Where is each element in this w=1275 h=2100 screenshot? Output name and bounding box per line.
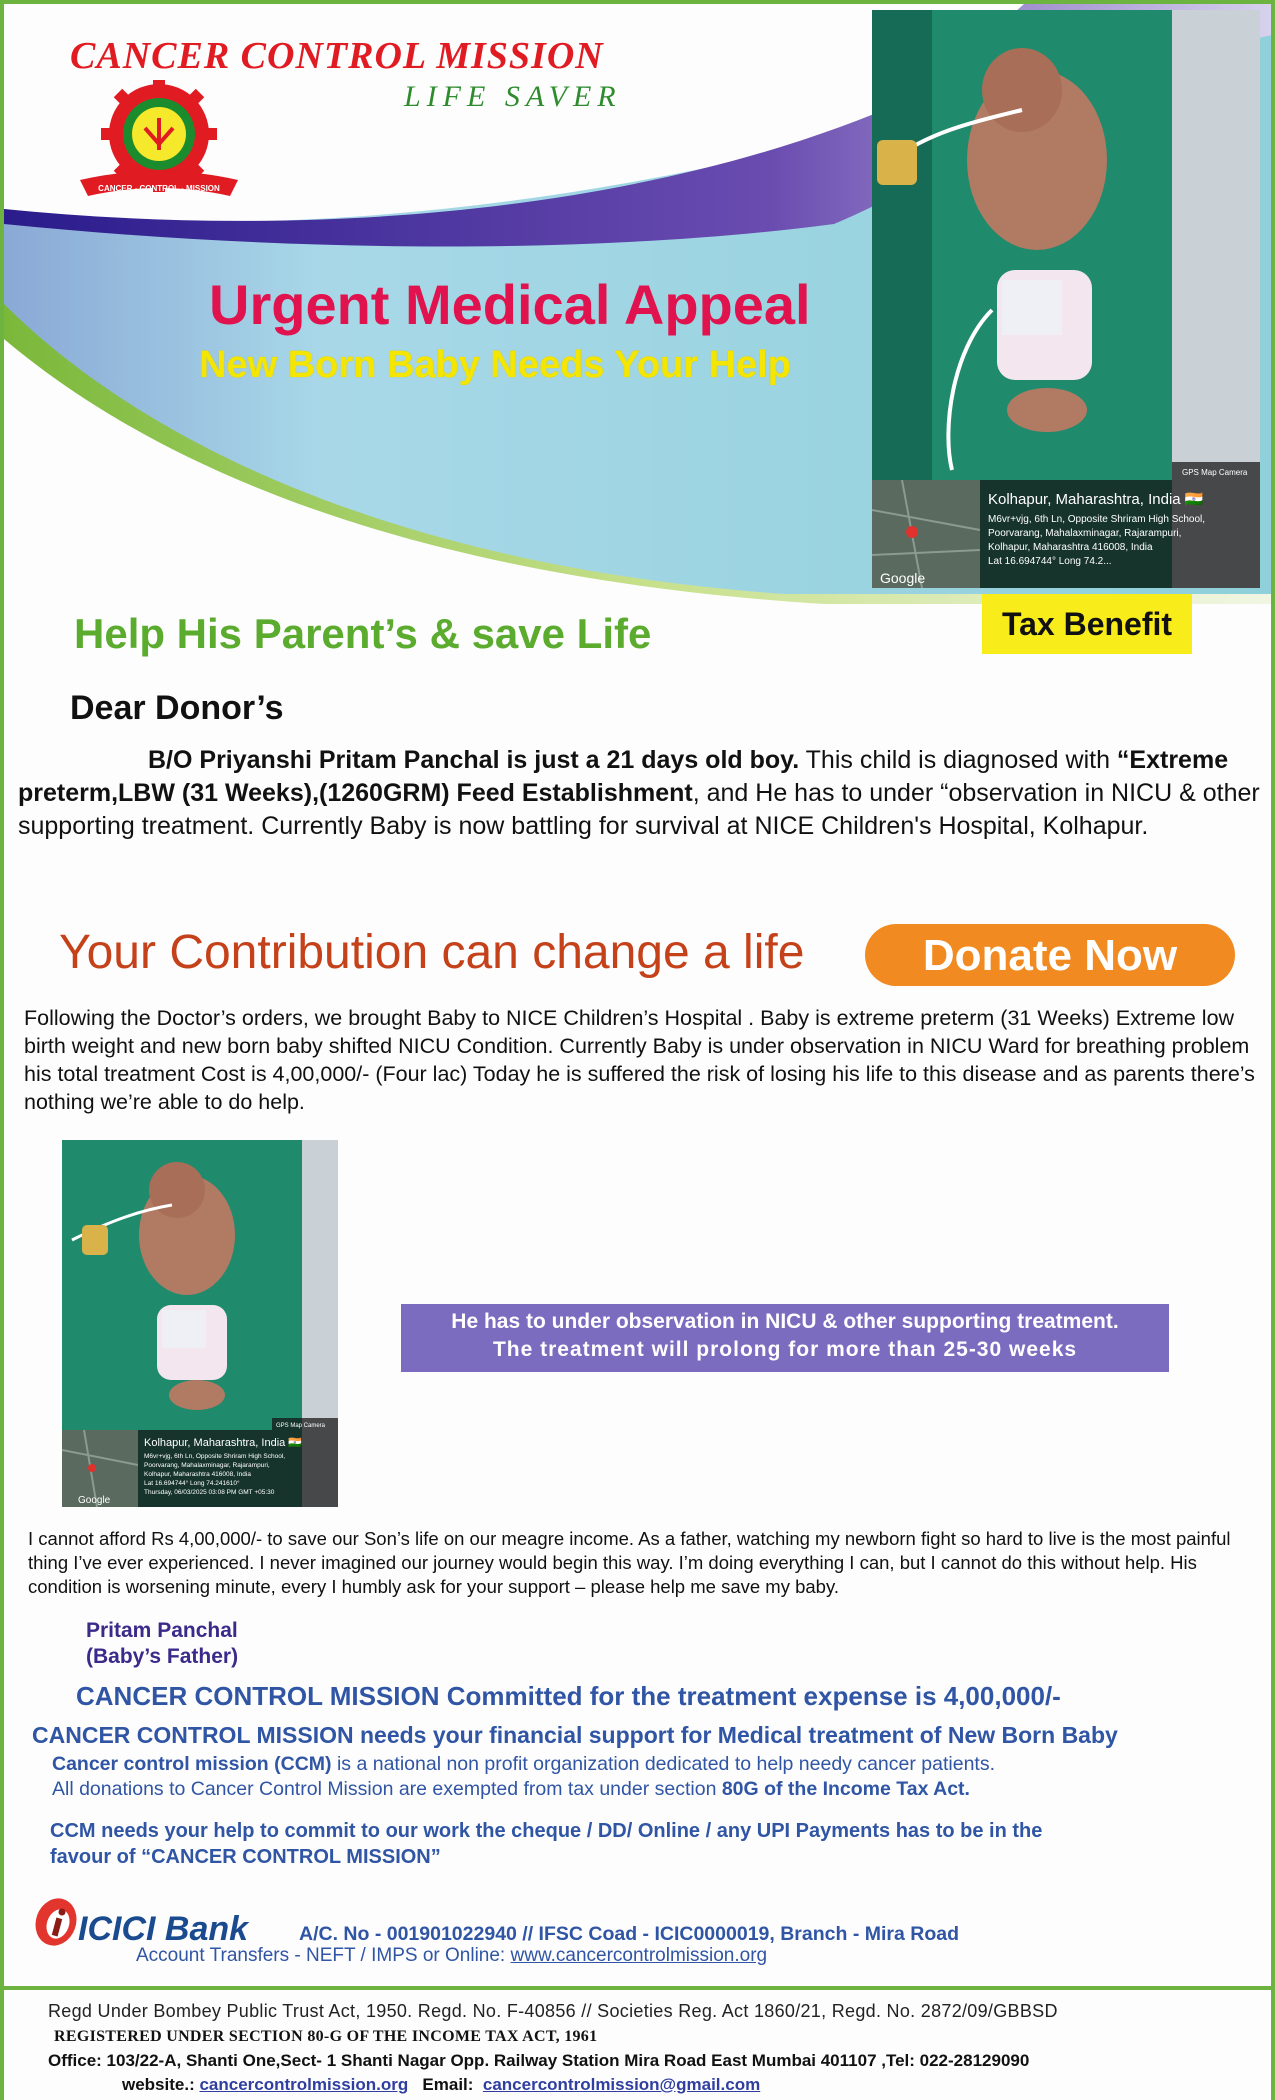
- story-paragraph: [18, 744, 1268, 843]
- ccm-about: [52, 1752, 995, 1802]
- photo-latlong: Lat 16.694744° Long 74.2...: [988, 556, 1112, 567]
- footer-email-label: Email:: [408, 2075, 483, 2094]
- org-tagline: LIFE SAVER: [404, 80, 622, 113]
- org-name: CANCER CONTROL MISSION: [70, 35, 604, 77]
- footer-80g: REGISTERED UNDER SECTION 80-G OF THE INCOME TAX ACT, 1961: [54, 2028, 598, 2045]
- bank-website-link[interactable]: www.cancercontrolmission.org: [510, 1945, 768, 1966]
- appeal-subtitle: New Born Baby Needs Your Help: [199, 344, 791, 386]
- footer-email-link[interactable]: cancercontrolmission@gmail.com: [482, 2075, 761, 2094]
- small-address-3: Kolhapur, Maharashtra 416008, India: [144, 1471, 251, 1478]
- footer-divider: [4, 1986, 1275, 1990]
- father-appeal-paragraph: I cannot afford Rs 4,00,000/- to save our Son’s life on our meagre income. As a father, watching my newborn fight so hard to live is the most painful thing I’ve ever experienced. I never imagined our journey would begin this way. I’m doing everything I can, but I cannot do this without help. His condition is worsening minute, every I humbly ask for your support – please help me save my baby.: [28, 1528, 1231, 1597]
- gps-camera-label: GPS Map Camera: [1182, 468, 1248, 477]
- footer-office: Office: 103/22-A, Shanti One,Sect- 1 Shanti Nagar Opp. Railway Station Mira Road East Mumbai 401107 ,Tel: 022-28129090: [48, 2051, 1030, 2070]
- logo-banner-text: CANCER - CONTROL - MISSION: [98, 184, 220, 193]
- footer-website-link[interactable]: cancercontrolmission.org: [199, 2075, 409, 2094]
- signature-name: Pritam Panchal: [86, 1619, 238, 1642]
- footer-registration: Regd Under Bombey Public Trust Act, 1950. Regd. No. F-40856 // Societies Reg. Act 1860/21, Regd. No. 2872/09/GBBSD: [48, 2001, 1058, 2021]
- story-part-1: This child is diagnosed with: [799, 746, 1117, 774]
- ccm-needs-support: CANCER CONTROL MISSION needs your financial support for Medical treatment of New Born Baby: [32, 1722, 1118, 1748]
- bank-transfer-text: Account Transfers - NEFT / IMPS or Online:: [136, 1945, 511, 1966]
- footer-website-label: website.:: [122, 2075, 200, 2094]
- small-timestamp: Thursday, 06/03/2025 03:08 PM GMT +05:30: [144, 1489, 275, 1496]
- photo-address-line-1: M6vr+vjg, 6th Ln, Opposite Shriram High School,: [988, 514, 1206, 525]
- map-brand-text: Google: [880, 570, 926, 586]
- help-title: Help His Parent’s & save Life: [74, 610, 652, 657]
- bank-account-line: A/C. No - 001901022940 // IFSC Coad - ICIC0000019, Branch - Mira Road: [299, 1923, 959, 1945]
- greeting: Dear Donor’s: [70, 689, 284, 727]
- ccm-cheque-line-2: favour of “CANCER CONTROL MISSION”: [50, 1846, 441, 1868]
- footer-contact: [122, 2075, 760, 2095]
- cancer-control-logo: [70, 80, 248, 200]
- nicu-line-1: He has to under observation in NICU & other supporting treatment.: [451, 1310, 1119, 1333]
- photo-address-line-3: Kolhapur, Maharashtra 416008, India: [988, 542, 1153, 553]
- donate-now-button[interactable]: Donate Now: [865, 924, 1235, 986]
- baby-photo-main: [872, 10, 1260, 588]
- story-part-2: , and He has to under “observation in NICU & other supporting treatment. Currently Baby is now battling for survival at NICE Children's Hospital, Kolhapur.: [18, 779, 1260, 840]
- small-camera-label: GPS Map Camera: [276, 1423, 326, 1429]
- ccm-cheque-line-1: CCM needs your help to commit to our work the cheque / DD/ Online / any UPI Payments has to be in the: [50, 1820, 1043, 1842]
- signature-role: (Baby’s Father): [86, 1645, 239, 1668]
- ccm-tax-line: All donations to Cancer Control Mission are exempted from tax under section: [52, 1778, 722, 1800]
- baby-photo-small: [62, 1140, 338, 1507]
- follow-paragraph: Following the Doctor’s orders, we brought Baby to NICE Children’s Hospital . Baby is extreme preterm (31 Weeks) Extreme low birth weight and new born baby shifted NICU Condition. Currently Baby is under observation in NICU Ward for breathing problem his total treatment Cost is 4,00,000/- (Four lac) Today he is suffered the risk of losing his life to this disease and as parents there’s nothing we’re able to do help.: [24, 1006, 1255, 1114]
- ccm-cheque-info: [50, 1818, 1042, 1870]
- bank-transfer-line: [136, 1945, 767, 1967]
- photo-address-line-2: Poorvarang, Mahalaxminagar, Rajarampuri,: [988, 528, 1182, 539]
- tax-benefit-badge: Tax Benefit: [982, 594, 1192, 654]
- icici-bank-logo: [34, 1896, 284, 1948]
- ccm-about-rest: is a national non profit organization dedicated to help needy cancer patients.: [331, 1753, 995, 1775]
- story-diagnosis: “Extreme preterm,LBW (31 Weeks),(1260GRM) Feed Establishment: [18, 746, 1229, 807]
- ccm-tax-bold: 80G of the Income Tax Act.: [721, 1778, 970, 1800]
- small-map-brand: Google: [78, 1495, 111, 1506]
- signature: [86, 1618, 238, 1670]
- icici-logo-text: ICICI Bank: [78, 1910, 249, 1948]
- small-address-2: Poorvarang, Mahalaxminagar, Rajarampuri,: [144, 1462, 270, 1469]
- appeal-title: Urgent Medical Appeal: [209, 273, 811, 336]
- nicu-line-2: The treatment will prolong for more than 25-30 weeks: [492, 1338, 1078, 1361]
- story-bold-lead: B/O Priyanshi Pritam Panchal is just a 21 days old boy.: [148, 746, 800, 774]
- nicu-info-box: [401, 1304, 1169, 1372]
- small-address-1: M6vr+vjg, 6th Ln, Opposite Shriram High School,: [144, 1453, 286, 1460]
- photo-location-text: Kolhapur, Maharashtra, India 🇮🇳: [988, 491, 1204, 508]
- ccm-commitment: CANCER CONTROL MISSION Committed for the treatment expense is 4,00,000/-: [76, 1681, 1061, 1711]
- small-latlong: Lat 16.694744° Long 74.241610°: [144, 1480, 240, 1487]
- contribution-heading: Your Contribution can change a life: [59, 926, 805, 979]
- ccm-about-bold: Cancer control mission (CCM): [52, 1753, 332, 1775]
- small-location: Kolhapur, Maharashtra, India 🇮🇳: [144, 1437, 303, 1449]
